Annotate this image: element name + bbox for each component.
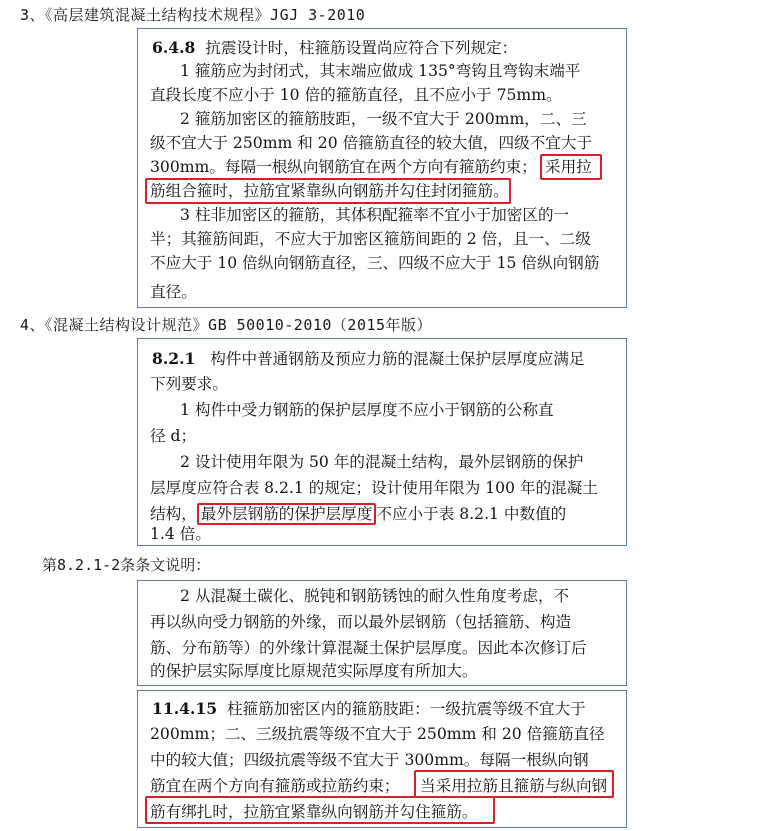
explanation-line: 再以纵向受力钢筋的外缘，而以最外层钢筋（包括箍筋、构造	[150, 613, 572, 631]
clause-line: 1 构件中受力钢筋的保护层厚度不应小于钢筋的公称直	[180, 401, 554, 419]
clause-line: 1 箍筋应为封闭式，其末端应做成 135°弯钩且弯钩末端平	[180, 62, 581, 80]
clause-line: 不应小于表 8.2.1 中数值的	[376, 505, 567, 523]
explanation-line: 筋、分布筋等）的外缘计算混凝土保护层厚度。因此本次修订后	[150, 639, 587, 657]
clause-line: 不应大于 10 倍纵向钢筋直径，三、四级不应大于 15 倍纵向钢筋	[150, 254, 600, 272]
clause-line: 200mm；二、三级抗震等级不宜大于 250mm 和 20 倍箍筋直径	[150, 725, 605, 743]
clause-line: 柱箍筋加密区内的箍筋肢距：一级抗震等级不宜大于	[227, 700, 586, 718]
clause-number: 11.4.15	[152, 699, 218, 718]
clause-number: 6.4.8	[152, 38, 196, 57]
clause-line: 2 箍筋加密区的箍筋肢距，一级不宜大于 200mm，二、三	[180, 110, 587, 128]
clause-line: 筋宜在两个方向有箍筋或拉筋约束；	[150, 777, 400, 795]
clause-line: 径 d；	[150, 427, 197, 445]
clause-line: 抗震设计时，柱箍筋设置尚应符合下列规定：	[205, 39, 518, 57]
clause-line: 3 柱非加密区的箍筋，其体积配箍率不宜小于加密区的一	[180, 206, 570, 224]
highlight-box	[540, 154, 602, 180]
clause-line: 结构，	[150, 505, 197, 523]
clause-number: 8.2.1	[152, 349, 196, 368]
explanation-line: 的保护层实际厚度比原规范实际厚度有所加大。	[150, 662, 478, 680]
highlight-text: 当采用拉筋且箍筋与纵向钢	[420, 777, 608, 795]
section-3-heading: 3、《高层建筑混凝土结构技术规程》JGJ 3-2010	[20, 6, 366, 24]
clause-line: 直段长度不应小于 10 倍的箍筋直径，且不应小于 75mm。	[150, 86, 562, 104]
clause-line: 下列要求。	[150, 375, 228, 393]
clause-line: 中的较大值；四级抗震等级不宜大于 300mm。每隔一根纵向钢	[150, 751, 589, 769]
clause-line: 层厚度应符合表 8.2.1 的规定；设计使用年限为 100 年的混凝土	[150, 479, 598, 497]
clause-line: 2 设计使用年限为 50 年的混凝土结构，最外层钢筋的保护	[180, 453, 584, 471]
explanation-line: 2 从混凝土碳化、脱钝和钢筋锈蚀的耐久性角度考虑，不	[180, 587, 570, 605]
clause-line: 直径。	[150, 283, 197, 301]
clause-line: 300mm。每隔一根纵向钢筋宜在两个方向有箍筋约束；	[150, 158, 537, 176]
section-4-heading: 4、《混凝土结构设计规范》GB 50010-2010（2015年版）	[20, 316, 433, 334]
clause-line: 半；其箍筋间距，不应大于加密区箍筋间距的 2 倍，且一、二级	[150, 230, 591, 248]
clause-line: 1.4 倍。	[150, 525, 211, 543]
highlight-text: 采用拉	[545, 158, 592, 176]
highlight-text: 最外层钢筋的保护层厚度	[197, 503, 377, 525]
clause-line: 级不宜大于 250mm 和 20 倍箍筋直径的较大值，四级不宜大于	[150, 134, 593, 152]
highlight-text: 筋组合箍时，拉筋宜紧靠纵向钢筋并勾住封闭箍筋。	[150, 182, 509, 200]
clause-line: 构件中普通钢筋及预应力筋的混凝土保护层厚度应满足	[210, 350, 585, 368]
highlight-text: 筋有绑扎时，拉筋宜紧靠纵向钢筋并勾住箍筋。	[150, 803, 478, 821]
highlight-box	[414, 770, 614, 798]
highlight-box	[145, 178, 511, 204]
explanation-title: 第8.2.1-2条条文说明：	[42, 556, 211, 574]
highlight-box	[145, 796, 495, 824]
